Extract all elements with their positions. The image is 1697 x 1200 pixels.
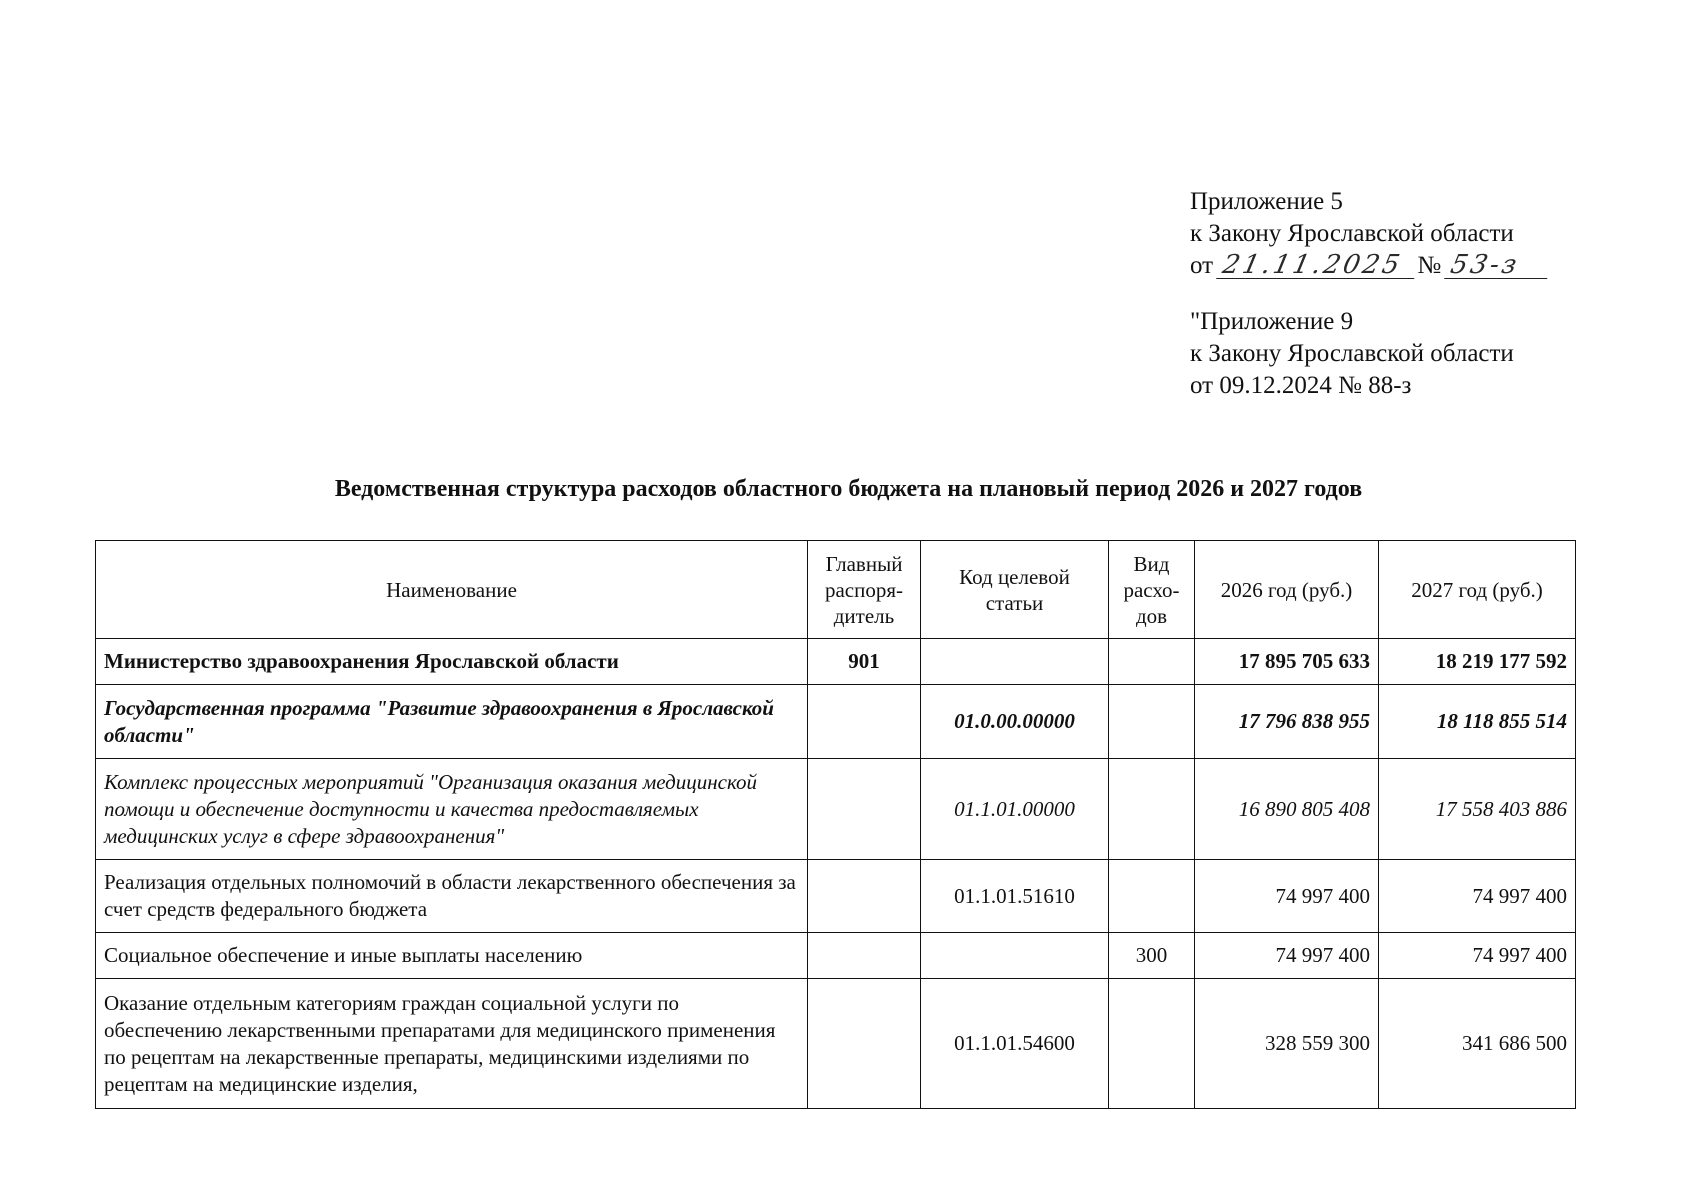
table-row [96, 860, 1576, 933]
header-2027: 2027 год (руб.) [1379, 541, 1576, 639]
document-title: Ведомственная структура расходов областного бюджета на плановый период 2026 и 2027 годов [334, 476, 1363, 502]
annex-line-4: "Приложение 9 [1190, 308, 1354, 335]
handwritten-number: 53-з [1445, 252, 1554, 279]
annex-block [1190, 186, 1550, 402]
cell-chief [808, 759, 921, 860]
cell-name: Оказание отдельным категориям граждан социальной услуги по обеспечению лекарственными препаратами для медицинского применения по рецептам на лекарственные препараты, медицинскими изделиями по рецептам на медицинские изделия, [96, 979, 808, 1109]
cell-2026: 74 997 400 [1195, 860, 1379, 933]
cell-2026: 16 890 805 408 [1195, 759, 1379, 860]
cell-type: 300 [1109, 933, 1195, 979]
cell-2026: 17 796 838 955 [1195, 685, 1379, 759]
cell-code: 01.0.00.00000 [921, 685, 1109, 759]
cell-type [1109, 979, 1195, 1109]
table-row [96, 933, 1576, 979]
cell-2026: 17 895 705 633 [1195, 639, 1379, 685]
annex-line-2: к Закону Ярославской области [1190, 220, 1514, 247]
cell-chief: 901 [808, 639, 921, 685]
cell-name: Министерство здравоохранения Ярославской области [96, 639, 808, 685]
table-row [96, 685, 1576, 759]
cell-code [921, 639, 1109, 685]
cell-code: 01.1.01.51610 [921, 860, 1109, 933]
table-row [96, 979, 1576, 1109]
cell-name: Социальное обеспечение и иные выплаты населению [96, 933, 808, 979]
header-type: Вид расхо-дов [1109, 541, 1195, 639]
header-chief: Главный распоря-дитель [808, 541, 921, 639]
cell-2026: 74 997 400 [1195, 933, 1379, 979]
annex-line-3 [1190, 250, 1550, 282]
cell-type [1109, 685, 1195, 759]
handwritten-date: 21.11.2025 [1216, 252, 1420, 279]
cell-code [921, 933, 1109, 979]
header-name: Наименование [96, 541, 808, 639]
cell-2027: 341 686 500 [1379, 979, 1576, 1109]
cell-name: Комплекс процессных мероприятий "Организация оказания медицинской помощи и обеспечение доступности и качества предоставляемых медицинских услуг в сфере здравоохранения" [96, 759, 808, 860]
cell-chief [808, 685, 921, 759]
annex-line-1: Приложение 5 [1190, 188, 1343, 215]
annex-line-5: к Закону Ярославской области [1190, 340, 1514, 367]
cell-type [1109, 639, 1195, 685]
cell-type [1109, 759, 1195, 860]
cell-name: Реализация отдельных полномочий в области лекарственного обеспечения за счет средств федерального бюджета [96, 860, 808, 933]
cell-name: Государственная программа "Развитие здравоохранения в Ярославской области" [96, 685, 808, 759]
cell-2027: 17 558 403 886 [1379, 759, 1576, 860]
annex-from-label: от [1190, 252, 1214, 279]
number-sign: № [1417, 252, 1442, 279]
cell-2027: 74 997 400 [1379, 933, 1576, 979]
cell-type [1109, 860, 1195, 933]
cell-code: 01.1.01.54600 [921, 979, 1109, 1109]
table-row [96, 759, 1576, 860]
header-code: Код целевой статьи [921, 541, 1109, 639]
cell-2027: 18 118 855 514 [1379, 685, 1576, 759]
cell-2027: 18 219 177 592 [1379, 639, 1576, 685]
cell-chief [808, 933, 921, 979]
header-2026: 2026 год (руб.) [1195, 541, 1379, 639]
cell-chief [808, 860, 921, 933]
annex-line-6: от 09.12.2024 № 88-з [1190, 372, 1412, 399]
budget-table [95, 540, 1576, 1109]
table-row [96, 639, 1576, 685]
table-header-row [96, 541, 1576, 639]
cell-chief [808, 979, 921, 1109]
cell-code: 01.1.01.00000 [921, 759, 1109, 860]
cell-2027: 74 997 400 [1379, 860, 1576, 933]
cell-2026: 328 559 300 [1195, 979, 1379, 1109]
